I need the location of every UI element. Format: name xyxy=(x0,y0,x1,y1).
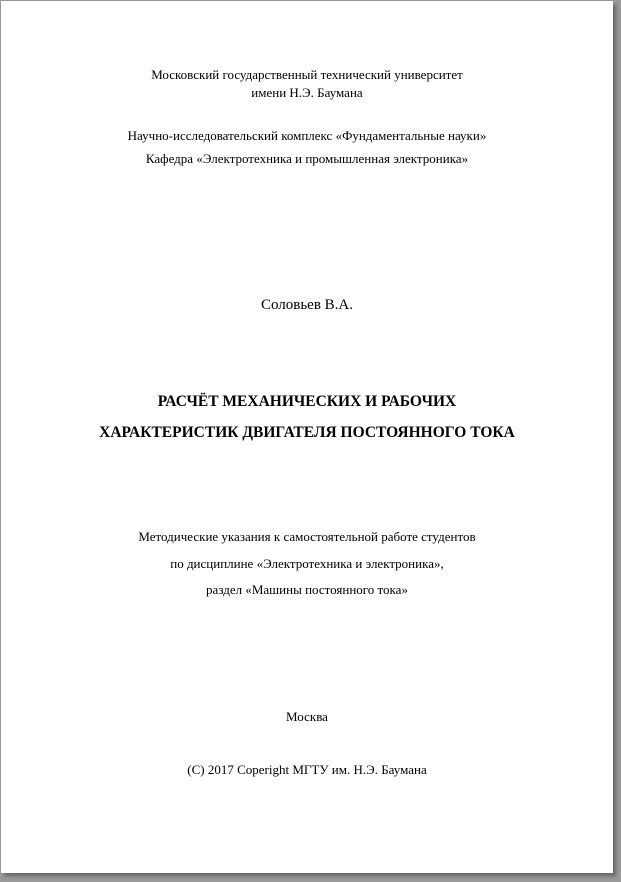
document-title-line2: ХАРАКТЕРИСТИК ДВИГАТЕЛЯ ПОСТОЯННОГО ТОКА xyxy=(99,424,515,441)
copyright-notice: (С) 2017 Coperight МГТУ им. Н.Э. Баумана xyxy=(187,762,427,777)
document-page xyxy=(1,1,613,873)
subtitle-line2: по дисциплине «Электротехника и электроника», xyxy=(170,556,444,571)
document-title-line1: РАСЧЁТ МЕХАНИЧЕСКИХ И РАБОЧИХ xyxy=(157,393,457,410)
university-name-line1: Московский государственный технический университет xyxy=(151,67,463,82)
city: Москва xyxy=(286,709,328,724)
subtitle-line1: Методические указания к самостоятельной работе студентов xyxy=(138,529,476,544)
university-name-line2: имени Н.Э. Баумана xyxy=(251,85,363,100)
subtitle-line3: раздел «Машины постоянного тока» xyxy=(206,582,408,597)
department-name: Кафедра «Электротехника и промышленная электроника» xyxy=(145,151,469,166)
research-complex: Научно-исследовательский комплекс «Фундаментальные науки» xyxy=(127,128,487,143)
author-name: Соловьев В.А. xyxy=(260,297,354,313)
